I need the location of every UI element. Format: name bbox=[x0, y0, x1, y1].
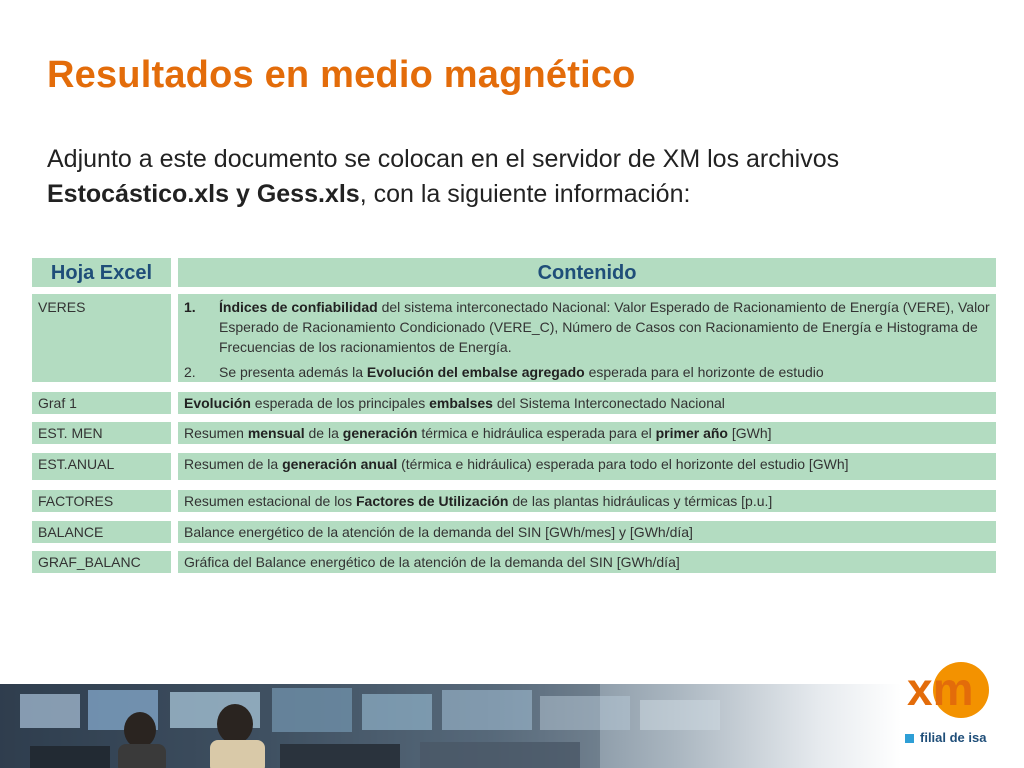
text: térmica e hidráulica esperada para el bbox=[417, 425, 656, 441]
content-cell-est-men bbox=[178, 422, 996, 444]
bold-text: embalses bbox=[429, 395, 493, 411]
content-cell-veres bbox=[178, 294, 996, 382]
sheet-cell-est-anual: EST.ANUAL bbox=[32, 453, 171, 480]
text: Se presenta además la bbox=[219, 364, 367, 380]
xm-logo-icon bbox=[903, 657, 993, 727]
list-item bbox=[184, 362, 990, 382]
page-title: Resultados en medio magnético bbox=[47, 54, 636, 96]
text: [GWh] bbox=[727, 425, 772, 441]
intro-text-1: Adjunto a este documento se colocan en el servidor de XM los archivos bbox=[47, 145, 840, 173]
control-room-photo bbox=[0, 684, 1024, 768]
bold-text: Evolución bbox=[184, 395, 251, 411]
bold-text: Factores de Utilización bbox=[356, 493, 509, 509]
sheet-cell-veres: VERES bbox=[32, 294, 171, 382]
content-cell-graf-balanc bbox=[178, 551, 996, 573]
header-contenido: Contenido bbox=[178, 258, 996, 287]
header-hoja-excel: Hoja Excel bbox=[32, 258, 171, 287]
sheet-cell-balance: BALANCE bbox=[32, 521, 171, 543]
tagline bbox=[905, 730, 986, 745]
sheet-cell-est-men: EST. MEN bbox=[32, 422, 171, 444]
logo-text: xm bbox=[907, 663, 974, 715]
text: esperada de los principales bbox=[250, 395, 430, 411]
text: Resumen bbox=[184, 425, 248, 441]
list-item bbox=[184, 297, 990, 357]
text: (térmica e hidráulica) esperada para todo el horizonte del estudio [GWh] bbox=[397, 456, 849, 472]
intro-paragraph bbox=[47, 142, 977, 212]
sheet-cell-graf1: Graf 1 bbox=[32, 392, 171, 414]
control-room-illustration bbox=[0, 684, 1024, 768]
tagline-text: filial de isa bbox=[920, 730, 987, 745]
xm-logo-graphic bbox=[903, 657, 993, 727]
text: del sistema interconectado Nacional: Valor Esperado de Racionamiento de Energía (VERE), Valor Esperado de Racionamiento Condicionado (VERE_C), Número de Casos con Racionamiento de Energía e Histograma de Frecuencias de los racionamientos de Energía. bbox=[219, 299, 990, 355]
veres-list bbox=[184, 297, 990, 382]
text: de las plantas hidráulicas y térmicas [p.u.] bbox=[508, 493, 773, 509]
bold-text: generación bbox=[342, 425, 418, 441]
bold-text: Índices de confiabilidad bbox=[219, 299, 378, 315]
intro-text-2: , con la siguiente información: bbox=[359, 180, 691, 208]
text: del Sistema Interconectado Nacional bbox=[492, 395, 725, 411]
text: esperada para el horizonte de estudio bbox=[584, 364, 824, 380]
bold-text: primer año bbox=[655, 425, 728, 441]
content-cell-est-anual bbox=[178, 453, 996, 480]
square-icon bbox=[905, 734, 914, 743]
intro-files: Estocástico.xls y Gess.xls bbox=[47, 180, 360, 208]
list-number: 2. bbox=[184, 364, 196, 380]
bold-text: generación anual bbox=[282, 456, 398, 472]
bold-text: Evolución del embalse agregado bbox=[366, 364, 585, 380]
sheet-cell-factores: FACTORES bbox=[32, 490, 171, 512]
content-cell-balance bbox=[178, 521, 996, 543]
bold-text: mensual bbox=[247, 425, 305, 441]
content-cell-factores bbox=[178, 490, 996, 512]
sheet-cell-graf-balanc: GRAF_BALANC bbox=[32, 551, 171, 573]
content-cell-graf1 bbox=[178, 392, 996, 414]
text: Balance energético de la atención de la demanda del SIN [GWh/mes] y [GWh/día] bbox=[184, 524, 693, 540]
text: de la bbox=[304, 425, 343, 441]
text: Gráfica del Balance energético de la atención de la demanda del SIN [GWh/día] bbox=[184, 554, 680, 570]
text: Resumen de la bbox=[184, 456, 283, 472]
text: Resumen estacional de los bbox=[184, 493, 356, 509]
list-number: 1. bbox=[184, 299, 196, 315]
